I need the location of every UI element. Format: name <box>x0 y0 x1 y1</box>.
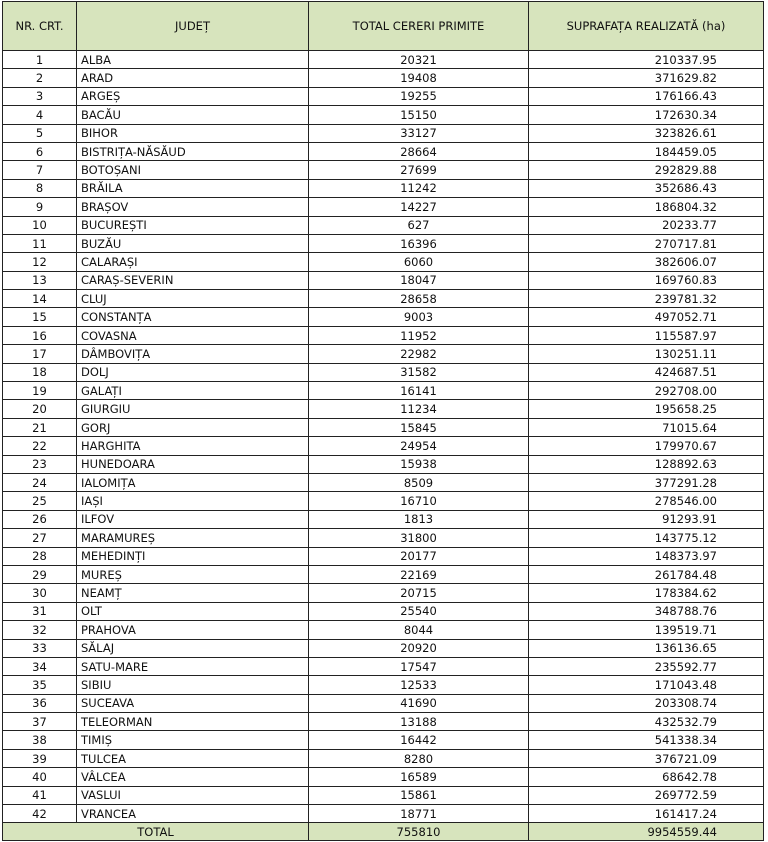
row-suprafata: 261784.48 <box>529 565 764 583</box>
table-row <box>3 621 764 639</box>
row-nr: 24 <box>3 473 77 491</box>
row-cereri: 15861 <box>309 786 529 804</box>
row-judet: ARAD <box>77 69 309 87</box>
row-cereri: 15938 <box>309 455 529 473</box>
row-suprafata: 377291.28 <box>529 473 764 491</box>
row-suprafata: 376721.09 <box>529 749 764 767</box>
table-row <box>3 271 764 289</box>
table-row <box>3 694 764 712</box>
row-judet: BISTRIȚA-NĂSĂUD <box>77 142 309 160</box>
table-row <box>3 565 764 583</box>
total-row <box>3 823 764 841</box>
row-nr: 22 <box>3 437 77 455</box>
row-cereri: 15150 <box>309 106 529 124</box>
header-suprafata: SUPRAFAȚA REALIZATĂ (ha) <box>529 2 764 51</box>
table-row <box>3 363 764 381</box>
row-nr: 20 <box>3 400 77 418</box>
table-row <box>3 69 764 87</box>
row-judet: IALOMIȚA <box>77 473 309 491</box>
row-suprafata: 130251.11 <box>529 345 764 363</box>
total-cereri: 755810 <box>309 823 529 841</box>
header-row <box>3 2 764 51</box>
row-judet: BRAȘOV <box>77 198 309 216</box>
row-cereri: 6060 <box>309 253 529 271</box>
row-suprafata: 179970.67 <box>529 437 764 455</box>
row-cereri: 16141 <box>309 382 529 400</box>
row-nr: 3 <box>3 87 77 105</box>
row-cereri: 31582 <box>309 363 529 381</box>
row-cereri: 24954 <box>309 437 529 455</box>
row-nr: 14 <box>3 290 77 308</box>
row-judet: BRĂILA <box>77 179 309 197</box>
table-row <box>3 418 764 436</box>
row-judet: CALARAȘI <box>77 253 309 271</box>
table-row <box>3 142 764 160</box>
row-suprafata: 348788.76 <box>529 602 764 620</box>
row-suprafata: 352686.43 <box>529 179 764 197</box>
row-judet: ALBA <box>77 51 309 69</box>
row-suprafata: 115587.97 <box>529 326 764 344</box>
table-row <box>3 106 764 124</box>
row-suprafata: 195658.25 <box>529 400 764 418</box>
row-cereri: 19255 <box>309 87 529 105</box>
row-cereri: 19408 <box>309 69 529 87</box>
row-judet: COVASNA <box>77 326 309 344</box>
row-cereri: 627 <box>309 216 529 234</box>
row-cereri: 22169 <box>309 565 529 583</box>
row-cereri: 17547 <box>309 657 529 675</box>
row-judet: NEAMȚ <box>77 584 309 602</box>
table-row <box>3 308 764 326</box>
table-row <box>3 731 764 749</box>
row-judet: TIMIȘ <box>77 731 309 749</box>
table-row <box>3 400 764 418</box>
row-cereri: 8044 <box>309 621 529 639</box>
row-cereri: 9003 <box>309 308 529 326</box>
row-nr: 36 <box>3 694 77 712</box>
row-judet: BACĂU <box>77 106 309 124</box>
row-judet: SĂLAJ <box>77 639 309 657</box>
row-nr: 7 <box>3 161 77 179</box>
row-judet: SATU-MARE <box>77 657 309 675</box>
row-suprafata: 269772.59 <box>529 786 764 804</box>
row-cereri: 22982 <box>309 345 529 363</box>
row-judet: IAȘI <box>77 492 309 510</box>
table-row <box>3 713 764 731</box>
row-cereri: 18771 <box>309 805 529 823</box>
row-nr: 4 <box>3 106 77 124</box>
row-cereri: 12533 <box>309 676 529 694</box>
row-suprafata: 497052.71 <box>529 308 764 326</box>
row-cereri: 11242 <box>309 179 529 197</box>
row-cereri: 11234 <box>309 400 529 418</box>
row-judet: DOLJ <box>77 363 309 381</box>
row-nr: 8 <box>3 179 77 197</box>
row-nr: 41 <box>3 786 77 804</box>
row-suprafata: 178384.62 <box>529 584 764 602</box>
row-nr: 19 <box>3 382 77 400</box>
row-suprafata: 292829.88 <box>529 161 764 179</box>
row-judet: GORJ <box>77 418 309 436</box>
row-suprafata: 139519.71 <box>529 621 764 639</box>
row-judet: HARGHITA <box>77 437 309 455</box>
row-nr: 26 <box>3 510 77 528</box>
table-row <box>3 749 764 767</box>
header-judet: JUDEȚ <box>77 2 309 51</box>
row-suprafata: 136136.65 <box>529 639 764 657</box>
row-nr: 16 <box>3 326 77 344</box>
row-cereri: 16396 <box>309 234 529 252</box>
row-nr: 13 <box>3 271 77 289</box>
row-suprafata: 203308.74 <box>529 694 764 712</box>
table-row <box>3 768 764 786</box>
row-suprafata: 171043.48 <box>529 676 764 694</box>
row-cereri: 15845 <box>309 418 529 436</box>
row-cereri: 20715 <box>309 584 529 602</box>
row-nr: 33 <box>3 639 77 657</box>
row-nr: 38 <box>3 731 77 749</box>
row-cereri: 13188 <box>309 713 529 731</box>
row-cereri: 14227 <box>309 198 529 216</box>
row-suprafata: 235592.77 <box>529 657 764 675</box>
row-suprafata: 292708.00 <box>529 382 764 400</box>
table-row <box>3 216 764 234</box>
total-suprafata: 9954559.44 <box>529 823 764 841</box>
row-judet: GALAȚI <box>77 382 309 400</box>
row-cereri: 11952 <box>309 326 529 344</box>
row-nr: 32 <box>3 621 77 639</box>
row-nr: 30 <box>3 584 77 602</box>
row-cereri: 20920 <box>309 639 529 657</box>
row-suprafata: 71015.64 <box>529 418 764 436</box>
row-cereri: 16589 <box>309 768 529 786</box>
row-judet: BOTOȘANI <box>77 161 309 179</box>
row-cereri: 8280 <box>309 749 529 767</box>
row-judet: CLUJ <box>77 290 309 308</box>
row-suprafata: 161417.24 <box>529 805 764 823</box>
table-row <box>3 326 764 344</box>
table-row <box>3 584 764 602</box>
total-label: TOTAL <box>3 823 309 841</box>
row-judet: CARAȘ-SEVERIN <box>77 271 309 289</box>
row-cereri: 20321 <box>309 51 529 69</box>
row-judet: HUNEDOARA <box>77 455 309 473</box>
table-row <box>3 639 764 657</box>
row-suprafata: 186804.32 <box>529 198 764 216</box>
row-judet: MEHEDINȚI <box>77 547 309 565</box>
row-nr: 40 <box>3 768 77 786</box>
row-judet: SUCEAVA <box>77 694 309 712</box>
row-cereri: 16442 <box>309 731 529 749</box>
row-judet: MARAMUREȘ <box>77 529 309 547</box>
row-judet: DÂMBOVIȚA <box>77 345 309 363</box>
row-nr: 1 <box>3 51 77 69</box>
row-judet: ILFOV <box>77 510 309 528</box>
table-row <box>3 805 764 823</box>
table-row <box>3 547 764 565</box>
row-suprafata: 143775.12 <box>529 529 764 547</box>
row-judet: VRANCEA <box>77 805 309 823</box>
row-suprafata: 169760.83 <box>529 271 764 289</box>
table-row <box>3 345 764 363</box>
row-suprafata: 184459.05 <box>529 142 764 160</box>
row-suprafata: 382606.07 <box>529 253 764 271</box>
row-nr: 34 <box>3 657 77 675</box>
row-cereri: 41690 <box>309 694 529 712</box>
row-cereri: 28658 <box>309 290 529 308</box>
row-suprafata: 20233.77 <box>529 216 764 234</box>
table-row <box>3 437 764 455</box>
row-cereri: 28664 <box>309 142 529 160</box>
header-total-cereri: TOTAL CERERI PRIMITE <box>309 2 529 51</box>
row-nr: 2 <box>3 69 77 87</box>
row-nr: 5 <box>3 124 77 142</box>
row-nr: 39 <box>3 749 77 767</box>
row-suprafata: 541338.34 <box>529 731 764 749</box>
row-nr: 35 <box>3 676 77 694</box>
row-judet: TULCEA <box>77 749 309 767</box>
row-suprafata: 323826.61 <box>529 124 764 142</box>
row-cereri: 18047 <box>309 271 529 289</box>
row-suprafata: 239781.32 <box>529 290 764 308</box>
row-nr: 10 <box>3 216 77 234</box>
row-judet: BUZĂU <box>77 234 309 252</box>
row-nr: 6 <box>3 142 77 160</box>
row-judet: TELEORMAN <box>77 713 309 731</box>
table-row <box>3 657 764 675</box>
row-nr: 18 <box>3 363 77 381</box>
row-nr: 21 <box>3 418 77 436</box>
row-nr: 37 <box>3 713 77 731</box>
row-nr: 17 <box>3 345 77 363</box>
table-row <box>3 382 764 400</box>
row-nr: 9 <box>3 198 77 216</box>
row-suprafata: 176166.43 <box>529 87 764 105</box>
row-judet: GIURGIU <box>77 400 309 418</box>
table-row <box>3 455 764 473</box>
row-nr: 25 <box>3 492 77 510</box>
table-row <box>3 602 764 620</box>
table-row <box>3 786 764 804</box>
row-judet: BUCUREȘTI <box>77 216 309 234</box>
row-suprafata: 270717.81 <box>529 234 764 252</box>
table-row <box>3 161 764 179</box>
table-body <box>3 51 764 823</box>
table-row <box>3 290 764 308</box>
row-judet: VASLUI <box>77 786 309 804</box>
table-row <box>3 51 764 69</box>
row-judet: CONSTANȚA <box>77 308 309 326</box>
row-cereri: 25540 <box>309 602 529 620</box>
row-judet: VÂLCEA <box>77 768 309 786</box>
row-nr: 12 <box>3 253 77 271</box>
row-suprafata: 91293.91 <box>529 510 764 528</box>
row-judet: SIBIU <box>77 676 309 694</box>
table-row <box>3 492 764 510</box>
row-nr: 23 <box>3 455 77 473</box>
row-cereri: 31800 <box>309 529 529 547</box>
row-suprafata: 424687.51 <box>529 363 764 381</box>
row-judet: PRAHOVA <box>77 621 309 639</box>
row-suprafata: 371629.82 <box>529 69 764 87</box>
row-suprafata: 172630.34 <box>529 106 764 124</box>
row-suprafata: 148373.97 <box>529 547 764 565</box>
table-row <box>3 473 764 491</box>
header-nr-crt: NR. CRT. <box>3 2 77 51</box>
table-row <box>3 179 764 197</box>
row-suprafata: 128892.63 <box>529 455 764 473</box>
table-row <box>3 234 764 252</box>
row-cereri: 16710 <box>309 492 529 510</box>
table-row <box>3 253 764 271</box>
table-row <box>3 510 764 528</box>
row-cereri: 33127 <box>309 124 529 142</box>
row-nr: 29 <box>3 565 77 583</box>
row-cereri: 1813 <box>309 510 529 528</box>
row-nr: 31 <box>3 602 77 620</box>
table-row <box>3 529 764 547</box>
data-table <box>2 1 764 841</box>
row-nr: 28 <box>3 547 77 565</box>
row-suprafata: 278546.00 <box>529 492 764 510</box>
row-nr: 27 <box>3 529 77 547</box>
row-judet: BIHOR <box>77 124 309 142</box>
table-row <box>3 676 764 694</box>
row-judet: OLT <box>77 602 309 620</box>
row-judet: ARGEȘ <box>77 87 309 105</box>
table-row <box>3 198 764 216</box>
row-cereri: 20177 <box>309 547 529 565</box>
table-row <box>3 124 764 142</box>
row-nr: 15 <box>3 308 77 326</box>
row-suprafata: 432532.79 <box>529 713 764 731</box>
row-nr: 11 <box>3 234 77 252</box>
row-judet: MUREȘ <box>77 565 309 583</box>
row-cereri: 8509 <box>309 473 529 491</box>
row-suprafata: 210337.95 <box>529 51 764 69</box>
row-nr: 42 <box>3 805 77 823</box>
row-cereri: 27699 <box>309 161 529 179</box>
row-suprafata: 68642.78 <box>529 768 764 786</box>
table-row <box>3 87 764 105</box>
